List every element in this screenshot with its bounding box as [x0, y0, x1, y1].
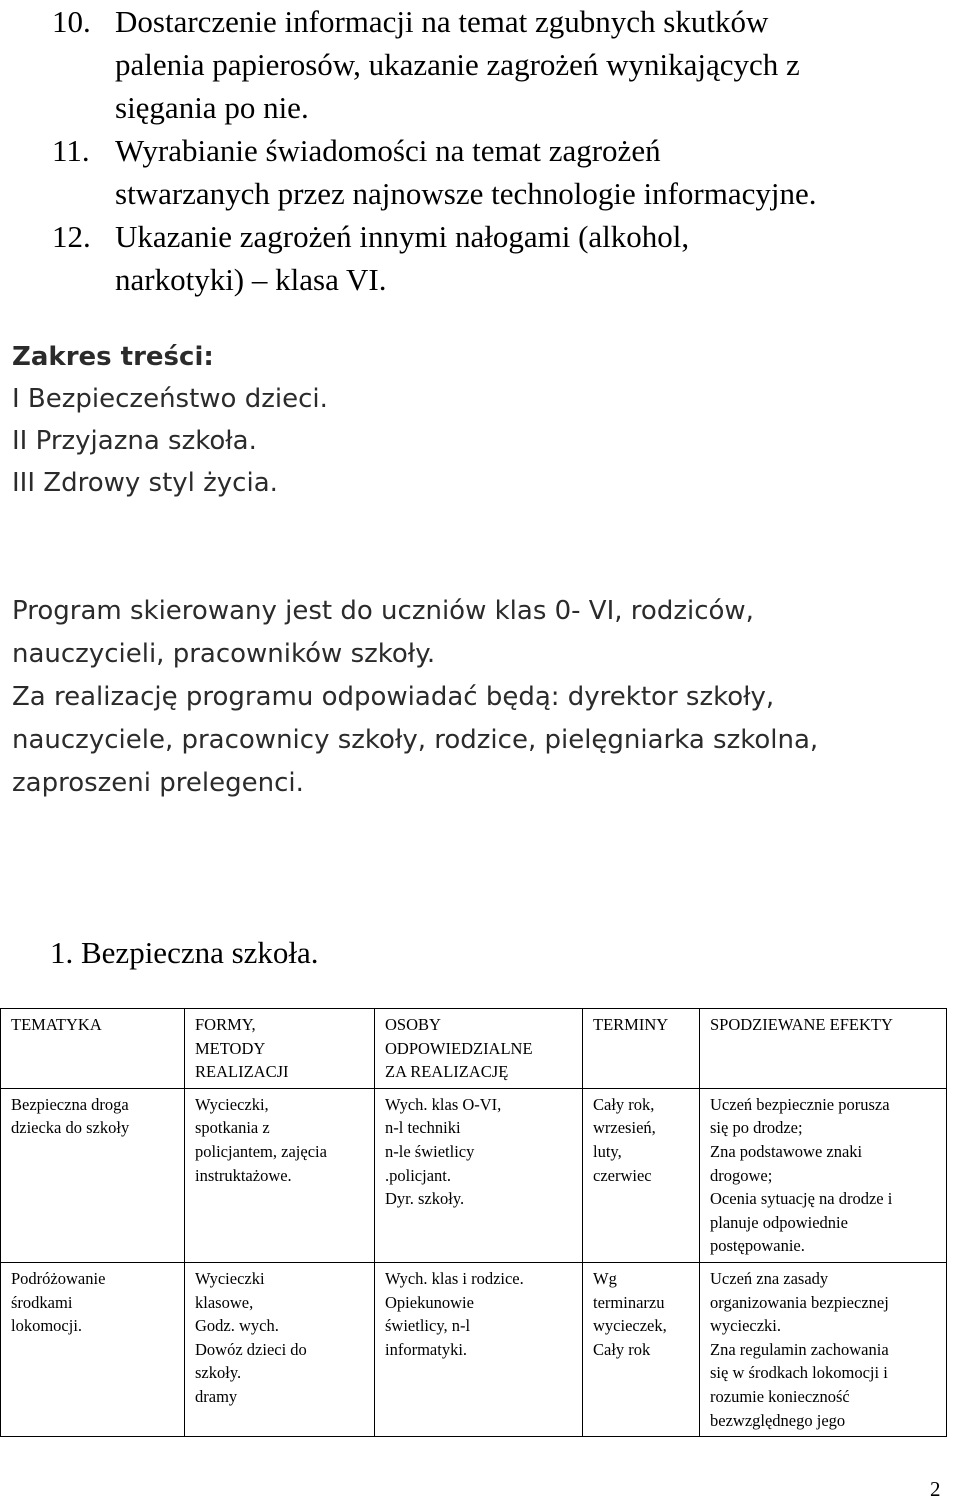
- table-row: [1, 1088, 947, 1262]
- zakres-tresci-section: [12, 336, 952, 504]
- table-header-row: [1, 1009, 947, 1089]
- table-cell: Wg terminarzu wycieczek, Cały rok: [583, 1262, 700, 1436]
- list-text-line: Ukazanie zagrożeń innymi nałogami (alkohol,: [115, 219, 690, 254]
- header-formy: FORMY, METODY REALIZACJI: [185, 1009, 375, 1089]
- list-text-line: stwarzanych przez najnowsze technologie informacyjne.: [115, 176, 817, 211]
- list-number: 11.: [52, 133, 90, 168]
- list-text-line: palenia papierosów, ukazanie zagrożeń wynikających z: [115, 47, 800, 82]
- program-line: zaproszeni prelegenci.: [12, 768, 304, 798]
- program-line: Program skierowany jest do uczniów klas 0- VI, rodziców,: [12, 596, 754, 626]
- numbered-goal-list: [52, 0, 952, 301]
- list-number: 12.: [52, 219, 91, 254]
- list-text-line: Wyrabianie świadomości na temat zagrożeń: [115, 133, 661, 168]
- header-efekty: SPODZIEWANE EFEKTY: [700, 1009, 947, 1089]
- list-text-line: Dostarczenie informacji na temat zgubnych skutków: [115, 4, 769, 39]
- header-osoby: OSOBY ODPOWIEDZIALNE ZA REALIZACJĘ: [375, 1009, 583, 1089]
- table-cell: Wycieczki, spotkania z policjantem, zajęcia instruktażowe.: [185, 1088, 375, 1262]
- list-number: 10.: [52, 4, 91, 39]
- header-tematyka: TEMATYKA: [1, 1009, 185, 1089]
- table-cell: Uczeń bezpiecznie porusza się po drodze; Zna podstawowe znaki drogowe; Ocenia sytuację na drodze i planuje odpowiednie postępowanie.: [700, 1088, 947, 1262]
- zakres-item: I Bezpieczeństwo dzieci.: [12, 384, 328, 414]
- list-item: [52, 129, 952, 215]
- list-text-line: narkotyki) – klasa VI.: [115, 262, 387, 297]
- list-item: [52, 215, 952, 301]
- zakres-item: II Przyjazna szkoła.: [12, 426, 257, 456]
- zakres-title: Zakres treści:: [12, 342, 214, 372]
- list-text-line: sięgania po nie.: [115, 90, 309, 125]
- program-table: [0, 1008, 947, 1437]
- header-terminy: TERMINY: [583, 1009, 700, 1089]
- table-cell: Wych. klas O-VI, n-l techniki n-le świetlicy .policjant. Dyr. szkoły.: [375, 1088, 583, 1262]
- program-line: Za realizację programu odpowiadać będą: dyrektor szkoły,: [12, 682, 775, 712]
- table-cell: Wych. klas i rodzice. Opiekunowie świetlicy, n-l informatyki.: [375, 1262, 583, 1436]
- table-cell: Bezpieczna droga dziecka do szkoły: [1, 1088, 185, 1262]
- table-cell: Cały rok, wrzesień, luty, czerwiec: [583, 1088, 700, 1262]
- table-cell: Wycieczki klasowe, Godz. wych. Dowóz dzieci do szkoły. dramy: [185, 1262, 375, 1436]
- table-cell: Podróżowanie środkami lokomocji.: [1, 1262, 185, 1436]
- table-cell: Uczeń zna zasady organizowania bezpiecznej wycieczki. Zna regulamin zachowania się w środkach lokomocji i rozumie konieczność bezwzględnego jego: [700, 1262, 947, 1436]
- zakres-item: III Zdrowy styl życia.: [12, 468, 278, 498]
- program-paragraph: [12, 590, 952, 805]
- program-line: nauczyciele, pracownicy szkoły, rodzice, pielęgniarka szkolna,: [12, 725, 819, 755]
- list-item: [52, 0, 952, 129]
- table-row: [1, 1262, 947, 1436]
- program-line: nauczycieli, pracowników szkoły.: [12, 639, 436, 669]
- page-number: 2: [930, 1477, 941, 1501]
- section-title: 1. Bezpieczna szkoła.: [50, 935, 319, 970]
